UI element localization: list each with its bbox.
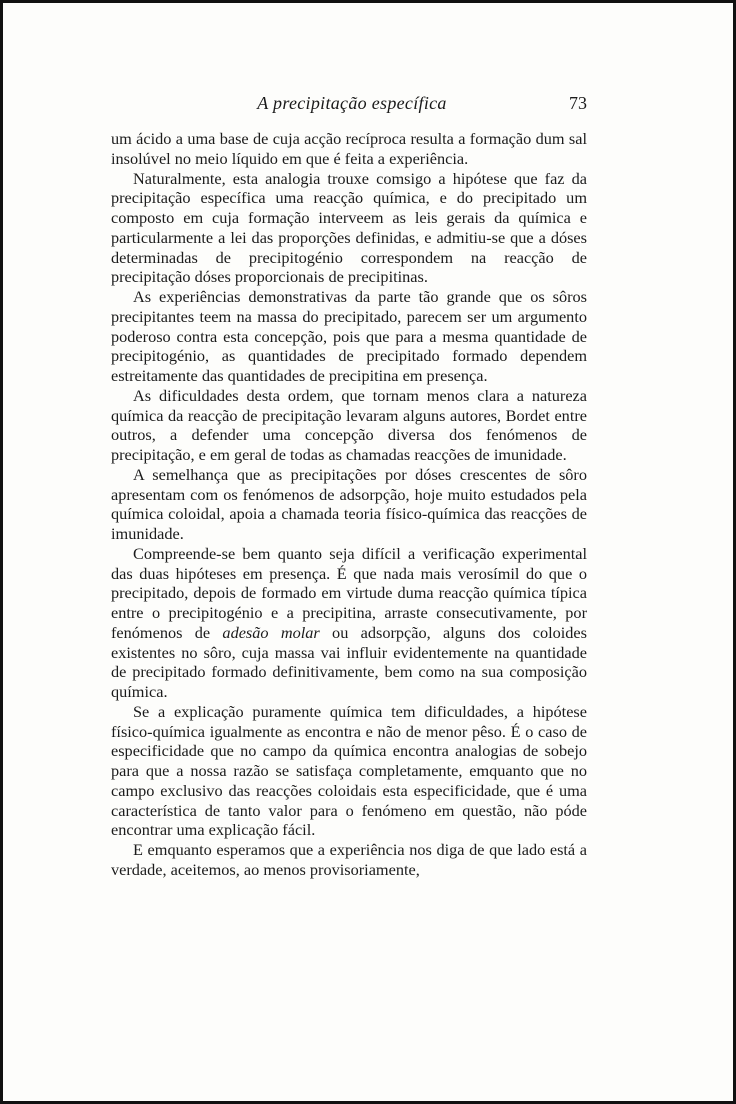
- page-header: [111, 93, 593, 119]
- paragraph: As dificuldades desta ordem, que tornam menos clara a natureza química da reacção de precipitação levaram alguns autores, Bordet entre outros, a defender uma concepção diversa dos fenómenos de precipitação, e em geral de todas as chamadas reacções de imunidade.: [111, 385, 587, 464]
- paragraph: As experiências demonstrativas da parte tão grande que os sôros precipitantes teem na massa do precipitado, parecem ser um argumento poderoso contra esta concepção, pois que para a mesma quantidade de precipitogénio, as quantidades de precipitado formado dependem estreitamente das quantidades de precipitina em presença.: [111, 287, 587, 385]
- paragraph: E emquanto esperamos que a experiência nos diga de que lado está a verdade, aceitemos, ao menos provisoriamente,: [111, 840, 587, 879]
- paragraph: A semelhança que as precipitações por dóses crescentes de sôro apresentam com os fenómenos de adsorpção, hoje muito estudados pela química coloidal, apoia a chamada teoria físico-química das reacções de imunidade.: [111, 464, 587, 543]
- body-text: [111, 129, 587, 880]
- paragraph: Compreende-se bem quanto seja difícil a verificação experimental das duas hipóteses em presença. É que nada mais verosímil do que o precipitado, depois de formado em virtude duma reacção química típica entre o precipitogénio e a precipitina, arraste consecutivamente, por fenómenos de adesão molar ou adsorpção, alguns dos coloides existentes no sôro, cuja massa vai influir evidentemente na quantidade de precipitado formado definitivamente, bem como na sua composição química.: [111, 543, 587, 701]
- running-title: A precipitação específica: [257, 93, 447, 113]
- paragraph: Se a explicação puramente química tem dificuldades, a hipótese físico-química igualmente as encontra e não de menor pêso. É o caso de especificidade que no campo da química encontra analogias de sobejo para que a nossa razão se satisfaça completamente, emquanto que no campo exclusivo das reacções coloidais esta especificidade, que é uma característica de tanto valor para o fenómeno em questão, não póde encontrar uma explicação fácil.: [111, 701, 587, 840]
- page-number: 73: [569, 93, 587, 113]
- italic-term: adesão molar: [222, 622, 320, 642]
- paragraph: Naturalmente, esta analogia trouxe comsigo a hipótese que faz da precipitação específica uma reacção química, e do precipitado um composto em cuja formação interveem as leis gerais da química e particularmente a lei das proporções definidas, e admitiu-se que a dóses determinadas de precipitogénio correspondem na reacção de precipitação dóses proporcionais de precipitinas.: [111, 168, 587, 287]
- paragraph: um ácido a uma base de cuja acção recíproca resulta a formação dum sal insolúvel no meio líquido em que é feita a experiência.: [111, 129, 587, 168]
